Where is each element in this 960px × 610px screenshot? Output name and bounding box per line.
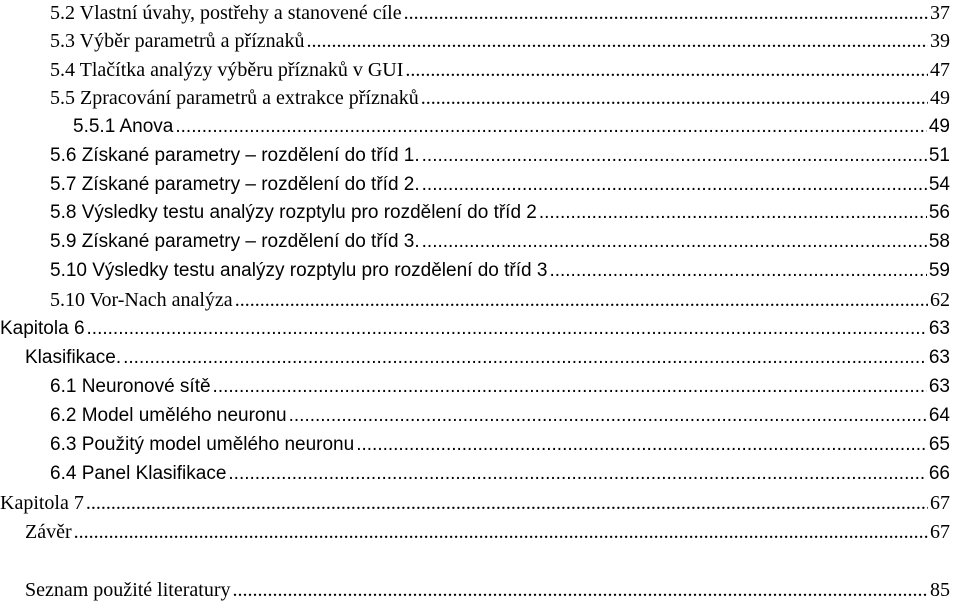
dot-leader: [539, 200, 927, 226]
toc-entry[interactable]: [50, 85, 950, 111]
toc-entry-title: 5.3 Výběr parametrů a příznaků: [50, 30, 305, 52]
toc-entry-page: 63: [928, 318, 950, 339]
dot-leader: [422, 229, 927, 255]
toc-entry-page: 56: [928, 202, 950, 223]
toc-entry-page: 39: [930, 30, 950, 52]
toc-entry[interactable]: [50, 57, 950, 83]
toc-entry-title: 5.9 Získané parametry – rozdělení do tříd 3.: [50, 231, 420, 252]
dot-leader: [74, 519, 928, 545]
toc-entry-title: Kapitola 7: [0, 492, 84, 514]
toc-entry-title: Klasifikace.: [25, 347, 122, 368]
toc-entry-title: 5.4 Tlačítka analýzy výběru příznaků v GUI: [50, 59, 404, 81]
dot-leader: [421, 85, 928, 111]
dot-leader: [356, 432, 927, 458]
toc-entry[interactable]: [50, 461, 950, 487]
toc-entry-title: 5.5 Zpracování parametrů a extrakce příznaků: [50, 87, 419, 109]
toc-entry-page: 54: [928, 174, 950, 195]
toc-entry-title: 6.4 Panel Klasifikace: [50, 463, 227, 484]
toc-entry[interactable]: [50, 432, 950, 458]
toc-entry-title: Závěr: [25, 521, 72, 543]
toc-entry-page: 59: [928, 260, 950, 281]
toc-entry-title: 6.3 Použitý model umělého neuronu: [50, 434, 355, 455]
toc-entry-page: 67: [930, 492, 950, 514]
toc-entry-page: 63: [928, 376, 950, 397]
toc-entry[interactable]: [50, 287, 950, 313]
dot-leader: [549, 258, 926, 284]
toc-entry[interactable]: [50, 200, 950, 226]
toc-entry-title: 6.1 Neuronové sítě: [50, 376, 211, 397]
dot-leader: [213, 374, 927, 400]
toc-entry-page: 47: [930, 59, 950, 81]
dot-leader: [404, 0, 928, 26]
toc-entry[interactable]: [50, 143, 950, 169]
toc-entry-title: Seznam použité literatury: [25, 579, 231, 601]
toc-entry[interactable]: [25, 345, 950, 371]
dot-leader: [235, 287, 928, 313]
toc-entry-page: 51: [928, 145, 950, 166]
toc-entry[interactable]: [50, 28, 950, 54]
dot-leader: [87, 316, 927, 342]
toc-entry-page: 66: [928, 463, 950, 484]
dot-leader: [307, 28, 928, 54]
toc-entry[interactable]: [50, 374, 950, 400]
toc-entry-page: 63: [928, 347, 950, 368]
toc-entry-title: Kapitola 6: [0, 318, 85, 339]
toc-entry-title: 6.2 Model umělého neuronu: [50, 405, 287, 426]
toc-entry-page: 62: [930, 289, 950, 311]
toc-entry-page: 58: [928, 231, 950, 252]
toc-entry[interactable]: [50, 229, 950, 255]
dot-leader: [405, 57, 928, 83]
dot-leader: [289, 403, 927, 429]
dot-leader: [86, 490, 928, 516]
toc-entry-page: 37: [930, 2, 950, 24]
toc-entry[interactable]: [50, 172, 950, 198]
toc-entry-title: 5.10 Výsledky testu analýzy rozptylu pro rozdělení do tříd 3: [50, 260, 548, 281]
dot-leader: [175, 114, 926, 140]
toc-entry-page: 64: [928, 405, 950, 426]
toc-entry-page: 65: [928, 434, 950, 455]
toc-entry[interactable]: [25, 577, 950, 603]
toc-entry[interactable]: [0, 490, 950, 516]
toc-entry-title: 5.2 Vlastní úvahy, postřehy a stanovené cíle: [50, 2, 402, 24]
dot-leader: [123, 345, 927, 371]
dot-leader: [422, 172, 927, 198]
toc-entry-title: 5.10 Vor-Nach analýza: [50, 289, 233, 311]
dot-leader: [232, 577, 928, 603]
toc-entry-title: 5.8 Výsledky testu analýzy rozptylu pro rozdělení do tříd 2: [50, 202, 537, 223]
toc-entry-title: 5.6 Získané parametry – rozdělení do tříd 1.: [50, 145, 420, 166]
toc-entry[interactable]: [73, 114, 950, 140]
toc-entry-page: 49: [928, 116, 950, 137]
toc-entry-title: 5.5.1 Anova: [73, 116, 174, 137]
dot-leader: [228, 461, 926, 487]
toc-entry-title: 5.7 Získané parametry – rozdělení do tříd 2.: [50, 174, 420, 195]
toc-entry[interactable]: [50, 258, 950, 284]
toc-entry[interactable]: [50, 403, 950, 429]
toc-entry-page: 67: [930, 521, 950, 543]
toc-entry-page: 85: [930, 579, 950, 601]
toc-entry-page: 49: [930, 87, 950, 109]
toc-entry[interactable]: [50, 0, 950, 26]
toc-entry[interactable]: [0, 316, 950, 342]
toc-entry[interactable]: [25, 519, 950, 545]
dot-leader: [422, 143, 927, 169]
